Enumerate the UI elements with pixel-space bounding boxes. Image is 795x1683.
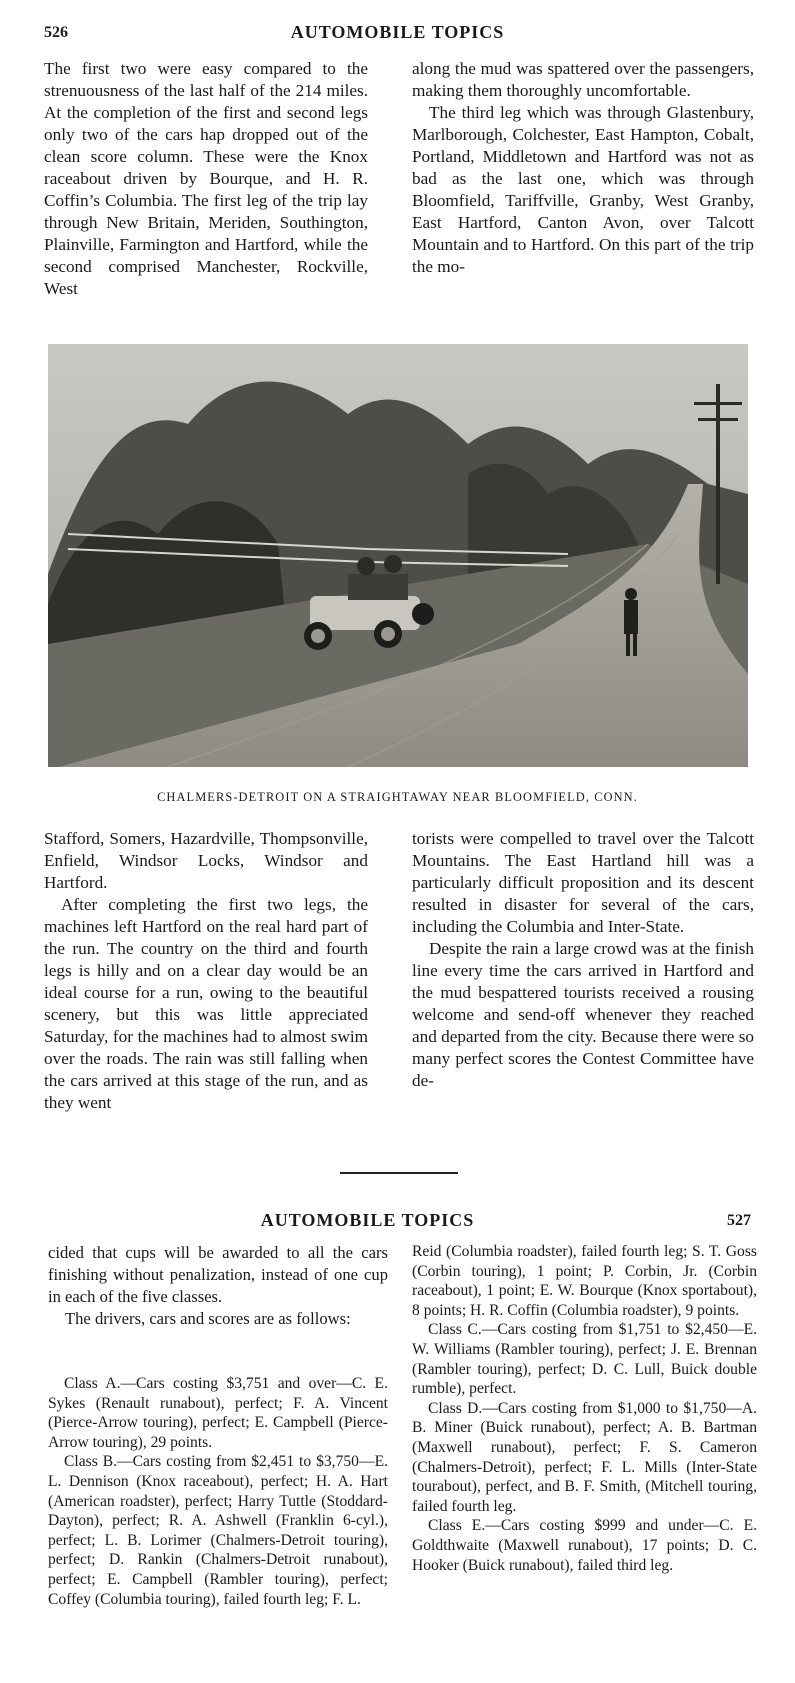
column-right-upper [412,58,754,278]
paragraph: The third leg which was through Glastenbury, Marlborough, Colchester, East Hampton, Cobalt, Portland, Middletown and Hartford was not as bad as the last one, which was through Bloomfield, Tariffville, Granby, West Granby, East Hartford, Canton Avon, over Talcott Mountain and to Hartford. On this part of the trip the mo- [412,103,754,276]
running-head [44,1210,751,1234]
paragraph: The drivers, cars and scores are as follows: [65,1309,351,1328]
column-left-intro [48,1242,388,1330]
paragraph: The first two were easy compared to the strenuousness of the last half of the 214 miles. At the completion of the first and second legs only two of the cars hap dropped out of the clean score column. These were the Knox raceabout driven by Bourque, and H. R. Coffin’s Columbia. The first leg of the trip lay through New Britain, Meriden, Southington, Plainville, Farmington and Hartford, while the second comprised Manchester, Rockville, West [44,59,368,298]
paragraph: Class C.—Cars costing from $1,751 to $2,450—E. W. Williams (Rambler touring), perfect; J. E. Brennan (Rambler touring), perfect; D. C. Lull, Buick double rumble), perfect. [412,1321,757,1398]
page-divider-rule [340,1172,458,1174]
paragraph: Despite the rain a large crowd was at the finish line every time the cars arrived in Hartford and the mud bespattered tourists received a rousing welcome and send-off whenever they reached and departed from the city. Because there were so many perfect scores the Contest Committee have de- [412,939,755,1090]
paragraph: After completing the first two legs, the machines left Hartford on the real hard part of the run. The country on the third and fourth legs is hilly and on a clear day would be an ideal course for a run, owing to the beautiful scenery, but this was little appreciated Saturday, for the machines had to almost swim over the roads. The rain was still falling when the cars arrived at this stage of the run, and as they went [44,895,368,1112]
paragraph: Class A.—Cars costing $3,751 and over—C. E. Sykes (Renault runabout), perfect; F. A. Vincent (Pierce-Arrow touring), perfect; E. Campbell (Pierce-Arrow touring), 29 points. [48,1375,388,1451]
column-left-classes [48,1374,388,1609]
paragraph: Class E.—Cars costing $999 and under—C. E. Goldthwaite (Maxwell runabout), 17 points; D. C. Hooker (Buick runabout), failed third leg. [412,1517,757,1574]
photograph [48,344,748,767]
running-head [44,22,751,46]
column-right-lower [412,828,754,1092]
running-title: AUTOMOBILE TOPICS [260,1210,475,1230]
paragraph: torists were compelled to travel over the Talcott Mountains. The East Hartland hill was a particularly difficult proposition and its descent resulted in disaster for several of the cars, including the Columbia and Inter-State. [412,829,754,936]
photo-illustration [48,344,748,767]
page-number: 526 [44,24,68,41]
column-right [412,1242,757,1575]
paragraph: Class B.—Cars costing from $2,451 to $3,750—E. L. Dennison (Knox raceabout), perfect; H. A. Hart (American roadster), perfect; Harry Tuttle (Stoddard-Dayton), perfect; R. A. Ashwell (Franklin 6-cyl.), perfect; L. B. Lorimer (Chalmers-Detroit touring), perfect; D. Rankin (Chalmers-Detroit runabout), perfect; E. Campbell (Rambler touring), perfect; Coffey (Columbia touring), failed fourth leg; F. L. [48,1453,388,1608]
paragraph: Class D.—Cars costing from $1,000 to $1,750—A. B. Miner (Buick runabout), perfect; A. B. Bartman (Maxwell runabout), perfect; F. S. Cameron (Chalmers-Detroit), perfect; F. L. Mills (Inter-State tourabout), perfect, and B. F. Smith, (Mitchell touring, failed fourth leg. [412,1399,757,1515]
running-title: AUTOMOBILE TOPICS [290,22,505,42]
paragraph: Reid (Columbia roadster), failed fourth leg; S. T. Goss (Corbin touring), 1 point; P. Corbin, Jr. (Corbin raceabout), 1 point; E. W. Bourque (Knox sportabout), 8 points; H. R. Coffin (Columbia roadster), 9 points. [412,1243,757,1319]
page-number: 527 [727,1212,751,1229]
page-527 [0,1178,795,1683]
paragraph: Stafford, Somers, Hazardville, Thompsonville, Enfield, Windsor Locks, Windsor and Hartford. [44,829,368,892]
column-left-lower [44,828,368,1114]
column-left-upper [44,58,368,300]
paragraph: cided that cups will be awarded to all the cars finishing without penalization, instead of one cup in each of the five classes. [48,1243,388,1306]
paragraph: along the mud was spattered over the passengers, making them thoroughly uncomfortable. [412,59,754,100]
photo-caption: CHALMERS-DETROIT ON A STRAIGHTAWAY NEAR BLOOMFIELD, CONN. [157,790,638,804]
